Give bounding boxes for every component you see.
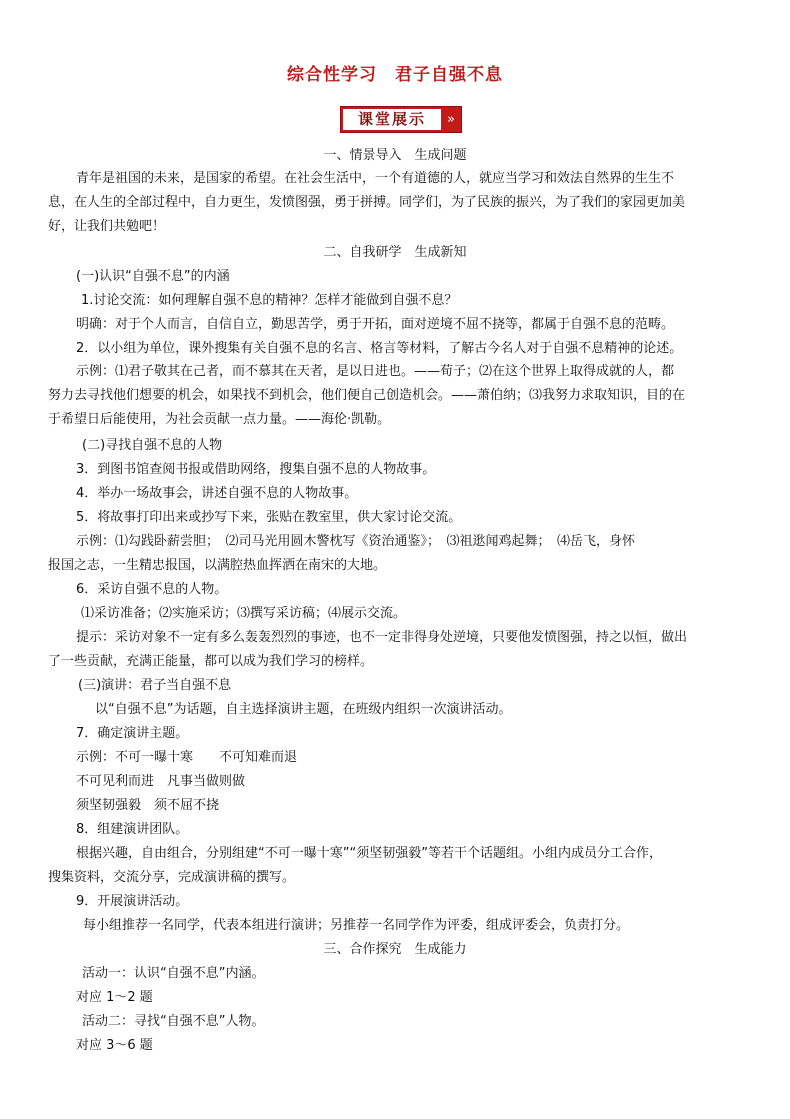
page-title-left: 综合性学习 <box>287 65 377 85</box>
item-line: 5．将故事打印出来或抄写下来，张贴在教室里，供大家讨论交流。 <box>76 510 462 525</box>
paragraph-line: 好，让我们共勉吧！ <box>48 219 166 234</box>
page-title-right: 君子自强不息 <box>395 65 503 85</box>
section-heading: 二、自我研学 生成新知 <box>323 245 467 260</box>
paragraph-line: 以“自强不息”为话题，自主选择演讲主题，在班级内组织一次演讲活动。 <box>95 702 512 717</box>
item-line: 4．举办一场故事会，讲述自强不息的人物故事。 <box>76 486 358 501</box>
item-line: 6．采访自强不息的人物。 <box>76 582 228 597</box>
tip-line: 提示：采访对象不一定有多么轰轰烈烈的事迹，也不一定非得身处逆境，只要他发愤图强，持之以恒，做出 <box>76 630 688 645</box>
page-title <box>0 60 790 85</box>
item-line: 1.讨论交流：如何理解自强不息的精神？怎样才能做到自强不息？ <box>81 293 458 308</box>
example-line: 报国之志，一生精忠报国，以满腔热血挥洒在南宋的大地。 <box>48 558 387 573</box>
item-line: 8．组建演讲团队。 <box>76 822 189 837</box>
section-badge <box>340 106 462 133</box>
activity-ref-line: 对应 1～2 题 <box>76 990 153 1005</box>
example-line: 于希望日后能使用，为社会贡献一点力量。——海伦·凯勒。 <box>48 412 391 427</box>
example-line: 不可见利而进 凡事当做则做 <box>76 774 246 789</box>
double-arrow-icon: » <box>447 112 455 127</box>
paragraph-line: 搜集资料，交流分享，完成演讲稿的撰写。 <box>48 870 296 885</box>
paragraph-line: 根据兴趣，自由组合，分别组建“不可一曝十寒”“须坚韧强毅”等若干个话题组。小组内成员分工合作， <box>76 846 662 861</box>
item-line: 3．到图书馆查阅书报或借助网络，搜集自强不息的人物故事。 <box>76 462 436 477</box>
subsection-heading: (一)认识“自强不息”的内涵 <box>76 269 230 284</box>
section-heading: 一、情景导入 生成问题 <box>323 148 467 163</box>
subsection-heading: (三)演讲：君子当自强不息 <box>78 678 232 693</box>
tip-line: 了一些贡献，充满正能量，都可以成为我们学习的榜样。 <box>48 654 374 669</box>
subsection-heading: (二)寻找自强不息的人物 <box>82 438 223 453</box>
example-line: 示例：⑴君子敬其在己者，而不慕其在天者，是以日进也。——荀子；⑵在这个世界上取得成就的人，都 <box>76 364 675 379</box>
item-line: 2．以小组为单位，课外搜集有关自强不息的名言、格言等材料，了解古今名人对于自强不息精神的论述。 <box>76 341 683 356</box>
item-line: 9．开展演讲活动。 <box>76 894 189 909</box>
example-line: 须坚韧强毅 须不屈不挠 <box>76 798 220 813</box>
activity-line: 活动一：认识“自强不息”内涵。 <box>82 966 265 981</box>
example-line: 示例：⑴勾践卧薪尝胆； ⑵司马光用圆木警枕写《资治通鉴》； ⑶祖逖闻鸡起舞； ⑷岳飞，身怀 <box>76 534 636 549</box>
example-line: 示例：不可一曝十寒 不可知难而退 <box>76 750 298 765</box>
activity-line: 活动二：寻找“自强不息”人物。 <box>82 1014 265 1029</box>
section-heading: 三、合作探究 生成能力 <box>323 942 467 957</box>
example-line: 努力去寻找他们想要的机会，如果找不到机会，他们便自己创造机会。——萧伯纳；⑶我努力求取知识，目的在 <box>48 388 686 403</box>
paragraph-line: 青年是祖国的未来，是国家的希望。在社会生活中，一个有道德的人，就应当学习和效法自然界的生生不 <box>76 171 675 186</box>
item-line: ⑴采访准备；⑵实施采访；⑶撰写采访稿；⑷展示交流。 <box>81 606 407 621</box>
activity-ref-line: 对应 3～6 题 <box>76 1038 153 1053</box>
paragraph-line: 息，在人生的全部过程中，自力更生，发愤图强，勇于拼搏。同学们，为了民族的振兴，为了我们的家园更加美 <box>48 195 686 210</box>
item-line: 7．确定演讲主题。 <box>76 726 189 741</box>
paragraph-line: 明确：对于个人而言，自信自立，勤思苦学，勇于开拓，面对逆境不屈不挠等，都属于自强不息的范畴。 <box>76 317 675 332</box>
paragraph-line: 每小组推荐一名同学，代表本组进行演讲；另推荐一名同学作为评委，组成评委会，负责打分。 <box>83 918 630 933</box>
section-badge-label: 课堂展示 <box>343 109 441 130</box>
